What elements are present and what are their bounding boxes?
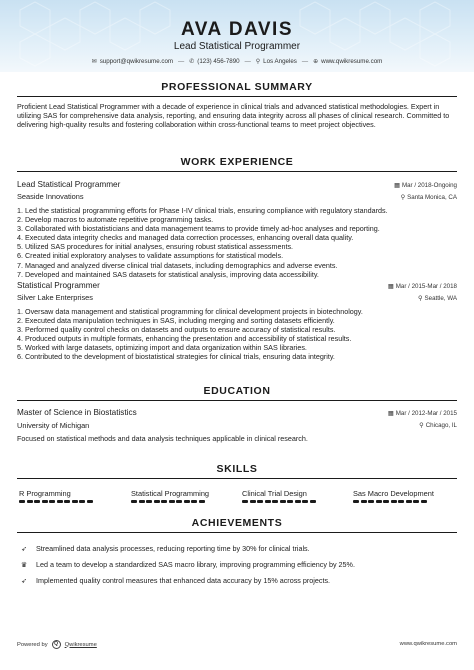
- skill-level-segment: [272, 500, 278, 503]
- email-icon: ✉: [91, 59, 97, 65]
- skill-level-segment: [57, 500, 63, 503]
- skill-level-segment: [169, 500, 175, 503]
- job-dates: [394, 182, 457, 189]
- skill-level-segment: [42, 500, 48, 503]
- summary-heading: PROFESSIONAL SUMMARY: [161, 81, 313, 93]
- location-pin-icon: ⚲: [418, 295, 423, 302]
- contact-website[interactable]: [313, 58, 382, 65]
- list-item: 5. Utilized SAS procedures for initial analyses, ensuring robust statistical assessments.: [17, 242, 294, 252]
- skill-level-bar: [242, 500, 316, 504]
- school-name: University of Michigan: [17, 421, 90, 430]
- skill-name: Clinical Trial Design: [242, 489, 307, 498]
- candidate-title: Lead Statistical Programmer: [173, 41, 301, 52]
- education-dates: [388, 410, 457, 417]
- calendar-icon: ▦: [387, 283, 394, 290]
- skill-level-bar: [353, 500, 427, 504]
- candidate-name: AVA DAVIS: [180, 19, 294, 40]
- contact-separator: —: [301, 58, 309, 65]
- rocket-icon: ➶: [21, 545, 27, 553]
- qwikresume-logo-icon: Q: [52, 640, 61, 649]
- skill-level-segment: [131, 500, 137, 503]
- calendar-icon: ▦: [394, 182, 400, 189]
- skill-level-segment: [87, 500, 93, 503]
- job-location: [401, 194, 457, 201]
- contact-location: [256, 58, 297, 65]
- job-location-text: Seattle, WA: [424, 295, 457, 302]
- skill-level-segment: [302, 500, 308, 503]
- skill-level-segment: [287, 500, 293, 503]
- skill-level-segment: [391, 500, 397, 503]
- list-item: 1. Oversaw data management and statistical programming for clinical development projects in biotechnology.: [17, 307, 363, 316]
- job-location-text: Santa Monica, CA: [407, 194, 457, 201]
- education-location-text: Chicago, IL: [425, 422, 457, 429]
- education-note: Focused on statistical methods and data analysis techniques applicable in clinical research.: [17, 434, 308, 443]
- skill-level-segment: [139, 500, 145, 503]
- list-item: 4. Executed data integrity checks and managed data correction processes, enhancing overall data quality.: [17, 233, 354, 243]
- education-location: [419, 422, 457, 429]
- skill-level-segment: [376, 500, 382, 503]
- skill-level-segment: [310, 500, 316, 503]
- achievement-text: Streamlined data analysis processes, reducing reporting time by 30% for clinical trials.: [36, 544, 310, 553]
- location-pin-icon: ⚲: [400, 194, 406, 201]
- achievement-item: [20, 576, 456, 585]
- skill-level-segment: [146, 500, 152, 503]
- list-item: 2. Develop macros to automate repetitive programming tasks.: [17, 215, 214, 225]
- job-title: Lead Statistical Programmer: [17, 180, 121, 189]
- skill-level-segment: [361, 500, 367, 503]
- company-name: Seaside Innovations: [17, 192, 84, 201]
- experience-divider: [17, 171, 457, 172]
- skill-name: Sas Macro Development: [353, 489, 434, 498]
- skill-level-segment: [383, 500, 389, 503]
- job-location: [418, 295, 457, 302]
- job-dates-text: Mar / 2015-Mar / 2018: [395, 283, 457, 290]
- skill-level-segment: [184, 500, 190, 503]
- skill-level-segment: [154, 500, 160, 503]
- skill-level-segment: [79, 500, 85, 503]
- skill-level-segment: [250, 500, 256, 503]
- skill-level-segment: [72, 500, 78, 503]
- skill-level-bar: [131, 500, 205, 504]
- skills-heading: SKILLS: [216, 463, 258, 475]
- location-pin-icon: ⚲: [419, 422, 424, 429]
- skill-level-segment: [398, 500, 404, 503]
- job-bullets: [17, 307, 457, 362]
- contact-separator: —: [178, 58, 185, 65]
- achievement-text: Implemented quality control measures that enhanced data accuracy by 15% across projects.: [36, 576, 331, 585]
- list-item: 6. Contributed to the development of biostatistical strategies for clinical trials, ensuring data integrity.: [17, 352, 335, 362]
- achievement-item: [20, 560, 456, 569]
- skill-level-segment: [353, 500, 359, 503]
- resume-header: [0, 0, 474, 72]
- degree-title: Master of Science in Biostatistics: [17, 408, 137, 417]
- contact-email[interactable]: [92, 58, 173, 65]
- list-item: 3. Collaborated with biostatisticians and data management teams to provide timely ad-hoc analyses and reporting.: [17, 224, 380, 234]
- website-text: www.qwikresume.com: [321, 58, 383, 65]
- location-text: Los Angeles: [263, 58, 297, 65]
- contact-phone[interactable]: [189, 58, 239, 65]
- skill-level-segment: [27, 500, 33, 503]
- list-item: 5. Worked with large datasets, optimizing import and data organization within SAS libraries.: [17, 343, 307, 353]
- achievement-item: [20, 544, 456, 553]
- summary-text: Proficient Lead Statistical Programmer with a decade of experience in clinical trials and advanced statistical methodologies. Expert in utilizing SAS for comprehensive data analysis, reporting, and ensuring data integrity across all phases of clinical research. Committed to delivering high-quality results and fostering collaboration within cross-functional teams to meet project objectives.: [17, 102, 450, 130]
- skill-level-segment: [280, 500, 286, 503]
- skill-level-segment: [176, 500, 182, 503]
- globe-icon: ⊕: [313, 59, 319, 65]
- rocket-icon: ➶: [21, 577, 27, 585]
- education-divider: [17, 400, 457, 401]
- skill-level-segment: [191, 500, 197, 503]
- powered-by-text: Powered by: [17, 641, 48, 648]
- calendar-icon: ▦: [387, 410, 394, 417]
- achievements-heading: ACHIEVEMENTS: [191, 517, 283, 529]
- skill-level-segment: [265, 500, 271, 503]
- list-item: 7. Developed and maintained SAS datasets for statistical analysis, improving data accessibility.: [17, 269, 319, 279]
- skill-level-segment: [49, 500, 55, 503]
- location-pin-icon: ⚲: [255, 59, 261, 65]
- skill-level-segment: [161, 500, 167, 503]
- summary-divider: [17, 96, 457, 97]
- skill-level-segment: [64, 500, 70, 503]
- contact-line: [0, 58, 474, 65]
- achievements-divider: [17, 532, 457, 533]
- skill-level-segment: [421, 500, 427, 503]
- skill-level-segment: [295, 500, 301, 503]
- education-heading: EDUCATION: [203, 385, 271, 397]
- list-item: 2. Executed data manipulation techniques in SAS, including merging and sorting datasets efficiently.: [17, 316, 335, 326]
- skill-name: R Programming: [19, 489, 71, 498]
- job-bullets: [17, 206, 457, 279]
- phone-text: (123) 456-7890: [197, 58, 240, 65]
- achievement-text: Led a team to develop a standardized SAS macro library, improving programming efficiency by 25%.: [36, 560, 355, 569]
- contact-separator: —: [244, 58, 251, 65]
- list-item: 4. Produced outputs in multiple formats, enhancing the presentation and accessibility of statistical results.: [17, 334, 352, 344]
- skill-level-segment: [19, 500, 25, 503]
- skill-level-segment: [368, 500, 374, 503]
- skill-level-segment: [257, 500, 263, 503]
- list-item: 7. Managed and analyzed diverse clinical trial datasets, including demographics and adverse events.: [17, 260, 338, 270]
- company-name: Silver Lake Enterprises: [17, 293, 93, 302]
- experience-heading: WORK EXPERIENCE: [180, 156, 294, 168]
- footer-branding: [17, 640, 97, 649]
- list-item: 1. Led the statistical programming efforts for Phase I-IV clinical trials, ensuring compliance with regulatory standards.: [17, 206, 388, 215]
- footer-url[interactable]: www.qwikresume.com: [399, 641, 457, 647]
- skill-level-segment: [199, 500, 205, 503]
- job-dates-text: Mar / 2018-Ongoing: [401, 182, 457, 189]
- skill-level-segment: [242, 500, 248, 503]
- phone-icon: ✆: [189, 59, 195, 65]
- skill-name: Statistical Programming: [131, 489, 210, 498]
- skill-level-segment: [34, 500, 40, 503]
- skill-level-bar: [19, 500, 93, 504]
- list-item: 3. Performed quality control checks on datasets and outputs to ensure accuracy of statistical results.: [17, 325, 336, 335]
- education-dates-text: Mar / 2012-Mar / 2015: [395, 410, 457, 417]
- list-item: 6. Created initial exploratory analyses to validate assumptions for statistical models.: [17, 251, 284, 261]
- job-dates: [388, 283, 457, 290]
- job-title: Statistical Programmer: [17, 281, 100, 290]
- skills-divider: [17, 478, 457, 479]
- skill-level-segment: [406, 500, 412, 503]
- brand-text[interactable]: Qwikresume: [64, 641, 97, 648]
- skill-level-segment: [413, 500, 419, 503]
- trophy-icon: ♛: [20, 561, 28, 569]
- email-text: support@qwikresume.com: [99, 58, 174, 65]
